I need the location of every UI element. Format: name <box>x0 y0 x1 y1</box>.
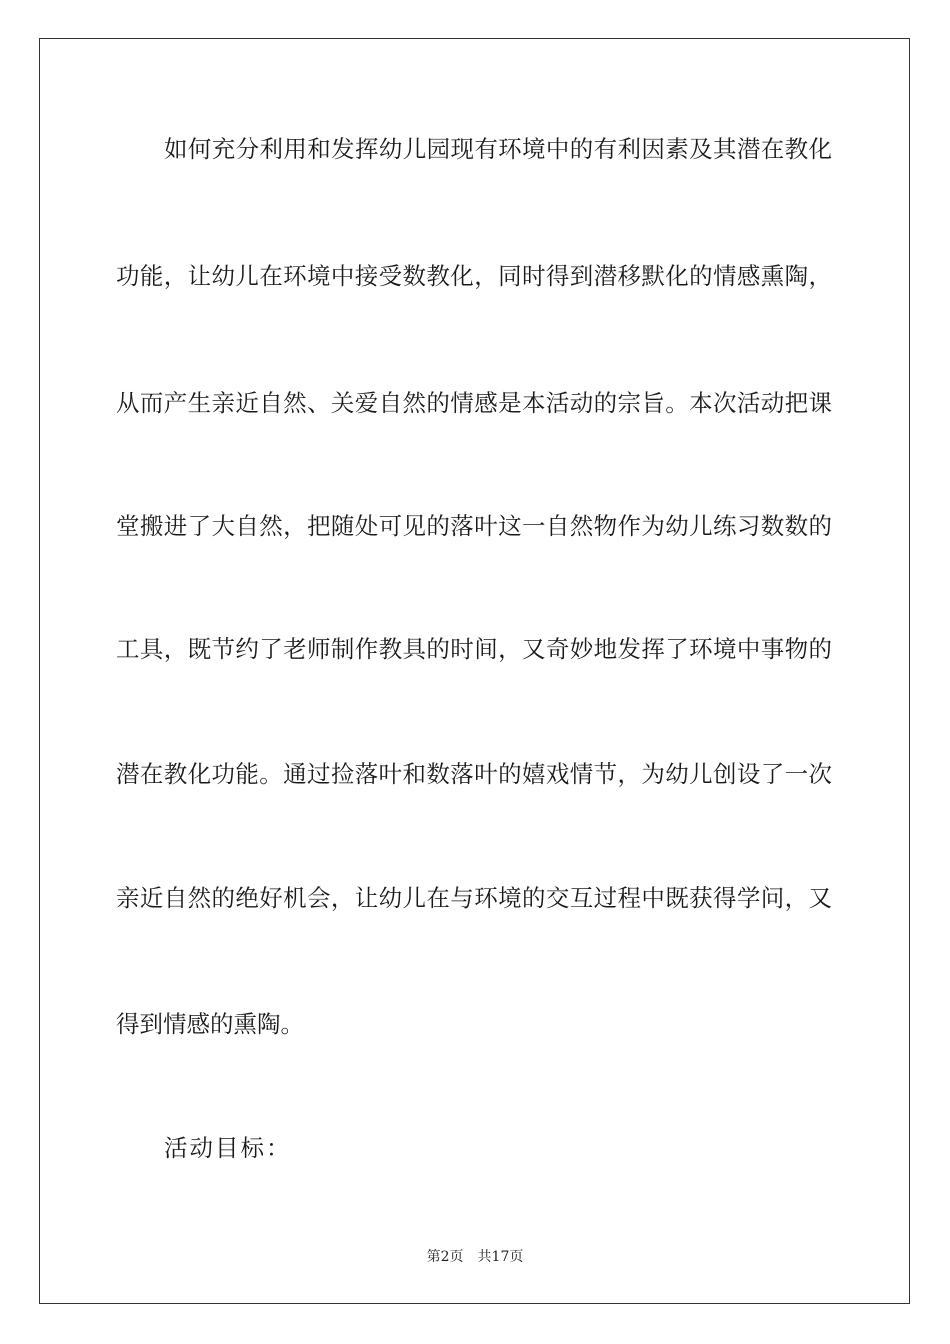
paragraph-line: 功能，让幼儿在环境中接受数教化，同时得到潜移默化的情感熏陶， <box>116 262 832 290</box>
page-frame <box>39 38 910 1304</box>
paragraph-line: 从而产生亲近自然、关爱自然的情感是本活动的宗旨。本次活动把课 <box>116 389 832 417</box>
page-footer <box>0 1247 950 1267</box>
section-heading: 活动目标： <box>164 1134 292 1162</box>
paragraph-line: 堂搬进了大自然，把随处可见的落叶这一自然物作为幼儿练习数数的 <box>116 512 832 540</box>
paragraph-line: 如何充分利用和发挥幼儿园现有环境中的有利因素及其潜在教化 <box>164 135 832 163</box>
page-number-label: 第2页 共17页 <box>426 1249 524 1265</box>
paragraph-line: 工具，既节约了老师制作教具的时间，又奇妙地发挥了环境中事物的 <box>116 635 832 663</box>
paragraph-line: 亲近自然的绝好机会，让幼儿在与环境的交互过程中既获得学问，又 <box>116 884 832 912</box>
paragraph-line: 得到情感的熏陶。 <box>116 1010 304 1038</box>
paragraph-line: 潜在教化功能。通过捡落叶和数落叶的嬉戏情节，为幼儿创设了一次 <box>116 760 832 788</box>
